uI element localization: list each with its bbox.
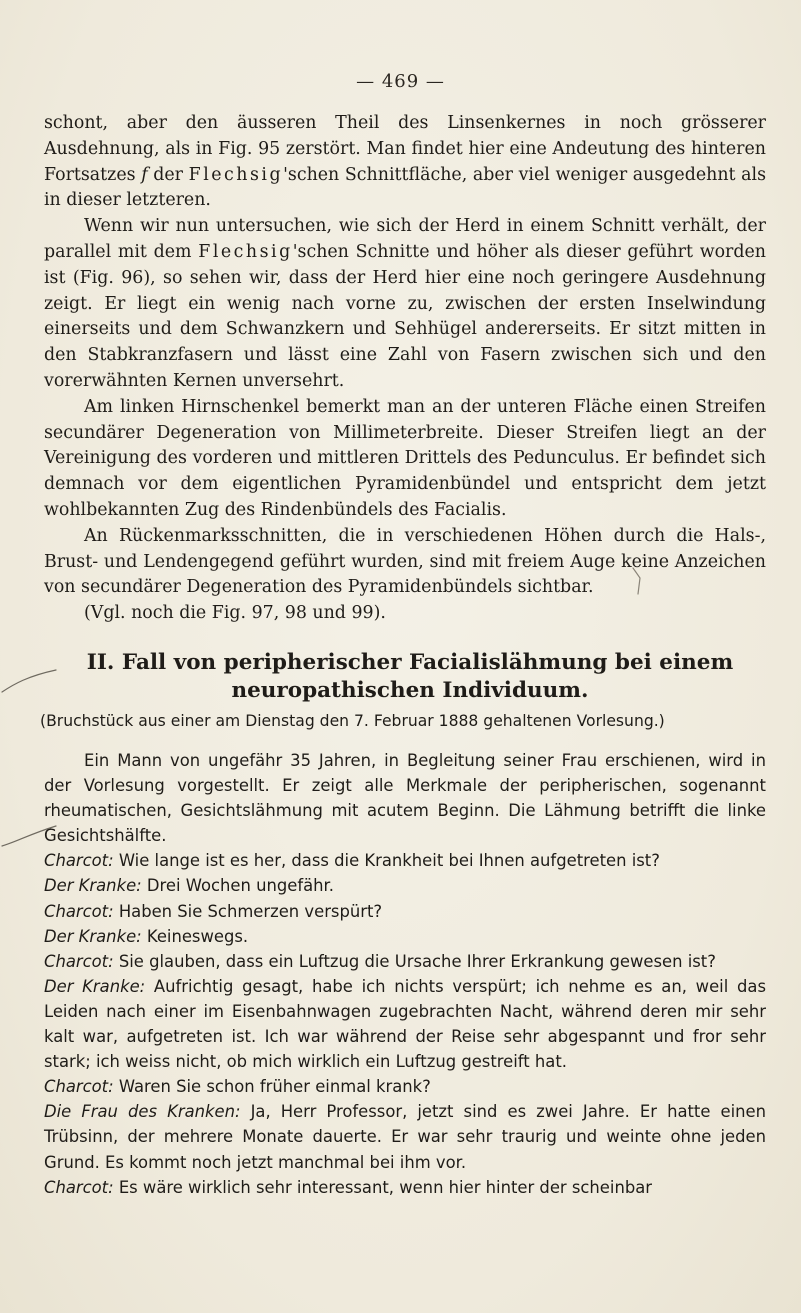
paragraph: An Rückenmarksschnitten, die in verschiedenen Höhen durch die Hals-, Brust- und Lendengegend geführt wurden, sind mit freiem Auge keine Anzeichen von secundärer Degeneration des Pyramidenbündels sichtbar.: [44, 525, 766, 598]
speaker-label: Charcot:: [44, 901, 114, 921]
dialogue-line: Die Frau des Kranken: Ja, Herr Professor, jetzt sind es zwei Jahre. Er hatte einen Trübsinn, der mehrere Monate dauerte. Er war sehr traurig und weinte ohne jeden Grund. Es kommt noch jetzt manchmal bei ihm vor.: [44, 1102, 767, 1172]
speaker-label: Charcot:: [44, 851, 114, 871]
speaker-label: Der Kranke:: [44, 876, 142, 896]
dialogue-line: Der Kranke: Keineswegs.: [44, 926, 249, 946]
dialogue-line: Charcot: Waren Sie schon früher einmal krank?: [44, 1077, 431, 1097]
paragraph: Am linken Hirnschenkel bemerkt man an der unteren Fläche einen Streifen secundärer Degeneration von Millimeterbreite. Dieser Streifen liegt an der Vereinigung des vorderen und mittleren Drittels des Pedunculus. Er befindet sich demnach vor dem eigentlichen Pyramidenbündel und entspricht dem jetzt wohlbekannten Zug des Rindenbündels des Facialis.: [44, 396, 766, 520]
dialogue-line: Charcot: Sie glauben, dass ein Luftzug die Ursache Ihrer Erkrankung gewesen ist?: [44, 951, 716, 971]
dialogue-line: Charcot: Es wäre wirklich sehr interessant, wenn hier hinter der scheinbar: [44, 1177, 653, 1197]
paragraph: Wenn wir nun untersuchen, wie sich der Herd in einem Schnitt verhält, der parallel mit dem Flechsig'schen Schnitte und höher als dieser geführt worden ist (Fig. 96), so sehen wir, dass der Herd hier eine noch geringere Ausdehnung zeigt. Er liegt ein wenig nach vorne zu, zwischen der ersten Inselwindung einerseits und dem Schwanzkern und Sehhügel andererseits. Er sitzt mitten in den Stabkranzfasern und lässt eine Zahl von Fasern zwischen sich und den vorerwähnten Kernen unversehrt.: [44, 216, 766, 391]
speaker-label: Charcot:: [44, 1177, 114, 1197]
section-heading: II. Fall von peripherischer Facialislähmung bei einem neuropathischen Individuum.: [86, 650, 734, 703]
paragraph: schont, aber den äusseren Theil des Linsenkernes in noch grösserer Ausdehnung, als in Fig. 95 zerstört. Man findet hier eine Andeutung des hinteren Fortsatzes f der Flechsig'schen Schnittfläche, aber viel weniger ausgedehnt als in dieser letzteren.: [44, 113, 767, 211]
author-name: Flechsig: [198, 241, 293, 262]
dialogue-line: Der Kranke: Drei Wochen ungefähr.: [44, 876, 334, 896]
dialogue-line: Der Kranke: Aufrichtig gesagt, habe ich nichts verspürt; ich nehme es an, weil das Leiden nach einer im Eisenbahnwagen zugebrachten Nacht, während deren mir sehr kalt war, aufgetreten ist. Ich war während der Reise sehr abgespannt und fror sehr stark; ich weiss nicht, ob mich wirklich ein Luftzug gestreift hat.: [44, 976, 766, 1072]
section-2-text: [44, 748, 766, 1200]
speaker-label: Der Kranke:: [44, 926, 142, 946]
speaker-label: Die Frau des Kranken:: [44, 1102, 241, 1122]
dialogue-line: Charcot: Haben Sie Schmerzen verspürt?: [44, 901, 383, 921]
author-name: Flechsig: [188, 164, 284, 185]
speaker-label: Der Kranke:: [44, 976, 146, 996]
speaker-label: Charcot:: [44, 951, 114, 971]
speaker-label: Charcot:: [44, 1077, 114, 1097]
section-1-text: [44, 111, 766, 627]
figure-reference: (Vgl. noch die Fig. 97, 98 und 99).: [84, 603, 386, 624]
page-number: — 469 —: [356, 71, 445, 92]
paragraph: Ein Mann von ungefähr 35 Jahren, in Begleitung seiner Frau erschienen, wird in der Vorlesung vorgestellt. Er zeigt alle Merkmale der peripherischen, sogenannt rheumatischen, Gesichtslähmung mit acutem Beginn. Die Lähmung betrifft die linke Gesichtshälfte.: [44, 751, 766, 846]
dialogue-line: Charcot: Wie lange ist es her, dass die Krankheit bei Ihnen aufgetreten ist?: [44, 851, 660, 871]
section-subtitle: (Bruchstück aus einer am Dienstag den 7. Februar 1888 gehaltenen Vorlesung.): [40, 712, 665, 730]
